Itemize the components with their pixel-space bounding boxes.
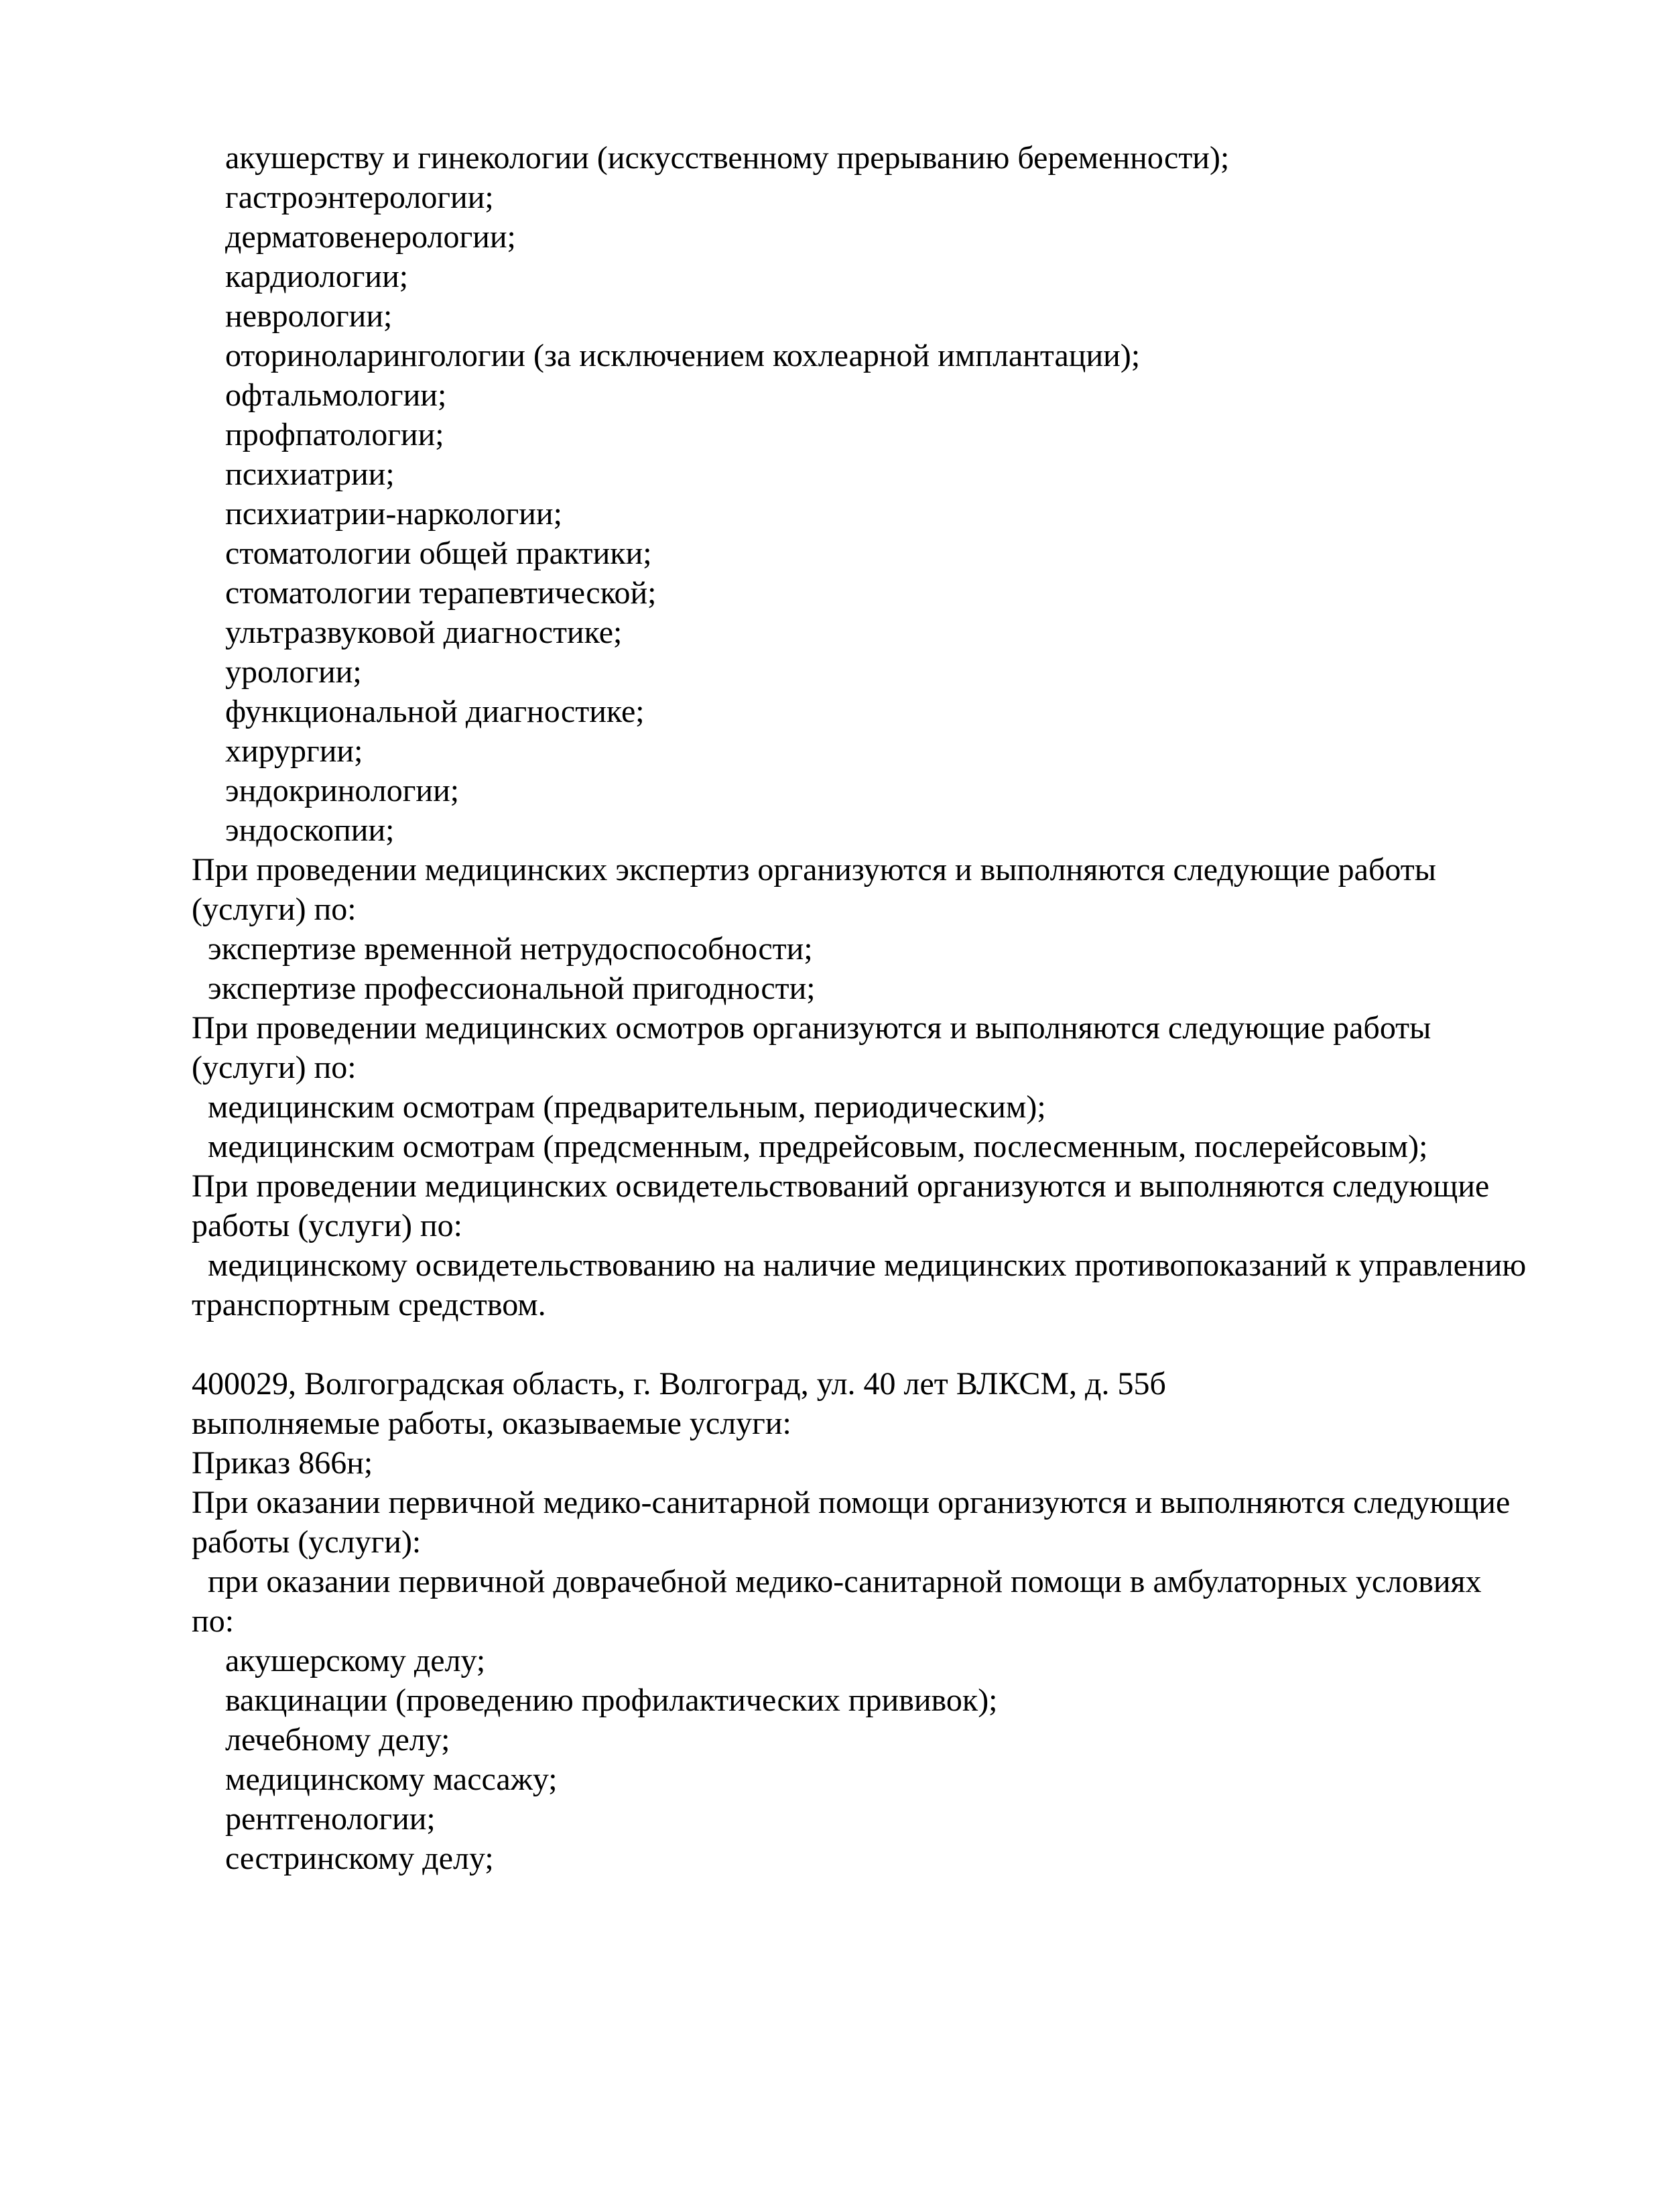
list-item: медицинским осмотрам (предварительным, периодическим);	[208, 1089, 1046, 1125]
list-item: эндокринологии;	[225, 773, 460, 808]
services-label: выполняемые работы, оказываемые услуги:	[192, 1406, 791, 1441]
list-item: психиатрии;	[225, 456, 395, 492]
list-item: медицинским осмотрам (предсменным, предрейсовым, послесменным, послерейсовым);	[208, 1129, 1428, 1164]
list-item: хирургии;	[225, 733, 363, 769]
address-line: 400029, Волгоградская область, г. Волгоград, ул. 40 лет ВЛКСМ, д. 55б	[192, 1366, 1166, 1402]
document-body	[192, 138, 1559, 1878]
list-item: медицинскому массажу;	[225, 1762, 558, 1797]
section-heading: При оказании первичной медико-санитарной помощи организуются и выполняются следующие	[192, 1485, 1511, 1520]
list-item: ультразвуковой диагностике;	[225, 615, 623, 650]
list-item: рентгенологии;	[225, 1801, 436, 1837]
list-item: экспертизе временной нетрудоспособности;	[208, 931, 813, 967]
section-heading: При проведении медицинских освидетельствований организуются и выполняются следующие	[192, 1168, 1490, 1204]
section-heading: При проведении медицинских экспертиз организуются и выполняются следующие работы	[192, 852, 1436, 887]
list-item: стоматологии общей практики;	[225, 536, 652, 571]
specialties-list	[192, 138, 1559, 850]
list-item-cont: транспортным средством.	[192, 1287, 546, 1323]
blank-line	[192, 1325, 1559, 1364]
section-heading-cont: (услуги) по:	[192, 892, 357, 927]
section-heading: При проведении медицинских осмотров организуются и выполняются следующие работы	[192, 1010, 1431, 1046]
list-item: медицинскому освидетельствованию на наличие медицинских противопоказаний к управлению	[208, 1247, 1527, 1283]
list-item: офтальмологии;	[225, 377, 447, 413]
section-heading-cont: работы (услуги):	[192, 1524, 422, 1560]
list-item: неврологии;	[225, 298, 393, 334]
list-item: лечебному делу;	[225, 1722, 450, 1758]
section-heading-cont: работы (услуги) по:	[192, 1208, 462, 1243]
list-item: сестринскому делу;	[225, 1841, 494, 1876]
list-item: профпатологии;	[225, 417, 444, 452]
list-item: дерматовенерологии;	[225, 219, 516, 255]
list-item: урологии;	[225, 654, 362, 690]
list-item: акушерскому делу;	[225, 1643, 486, 1678]
list-item: стоматологии терапевтической;	[225, 575, 657, 611]
list-item: психиатрии-наркологии;	[225, 496, 562, 532]
list-item: функциональной диагностике;	[225, 694, 645, 729]
examinations-section	[192, 1008, 1559, 1166]
list-item: кардиологии;	[225, 259, 409, 294]
subsection-heading: при оказании первичной доврачебной медико-санитарной помощи в амбулаторных условиях	[208, 1564, 1482, 1599]
primary-care-section	[192, 1483, 1559, 1878]
certification-section	[192, 1166, 1559, 1325]
section-heading-cont: (услуги) по:	[192, 1050, 357, 1085]
address-section	[192, 1364, 1559, 1483]
order-reference: Приказ 866н;	[192, 1445, 373, 1481]
subsection-heading-cont: по:	[192, 1603, 235, 1639]
list-item: гастроэнтерологии;	[225, 180, 494, 215]
expertise-section	[192, 850, 1559, 1008]
list-item: эндоскопии;	[225, 812, 395, 848]
list-item: оториноларингологии (за исключением кохлеарной имплантации);	[225, 338, 1141, 373]
list-item: экспертизе профессиональной пригодности;	[208, 971, 816, 1006]
list-item: акушерству и гинекологии (искусственному прерыванию беременности);	[225, 140, 1230, 176]
list-item: вакцинации (проведению профилактических прививок);	[225, 1682, 998, 1718]
